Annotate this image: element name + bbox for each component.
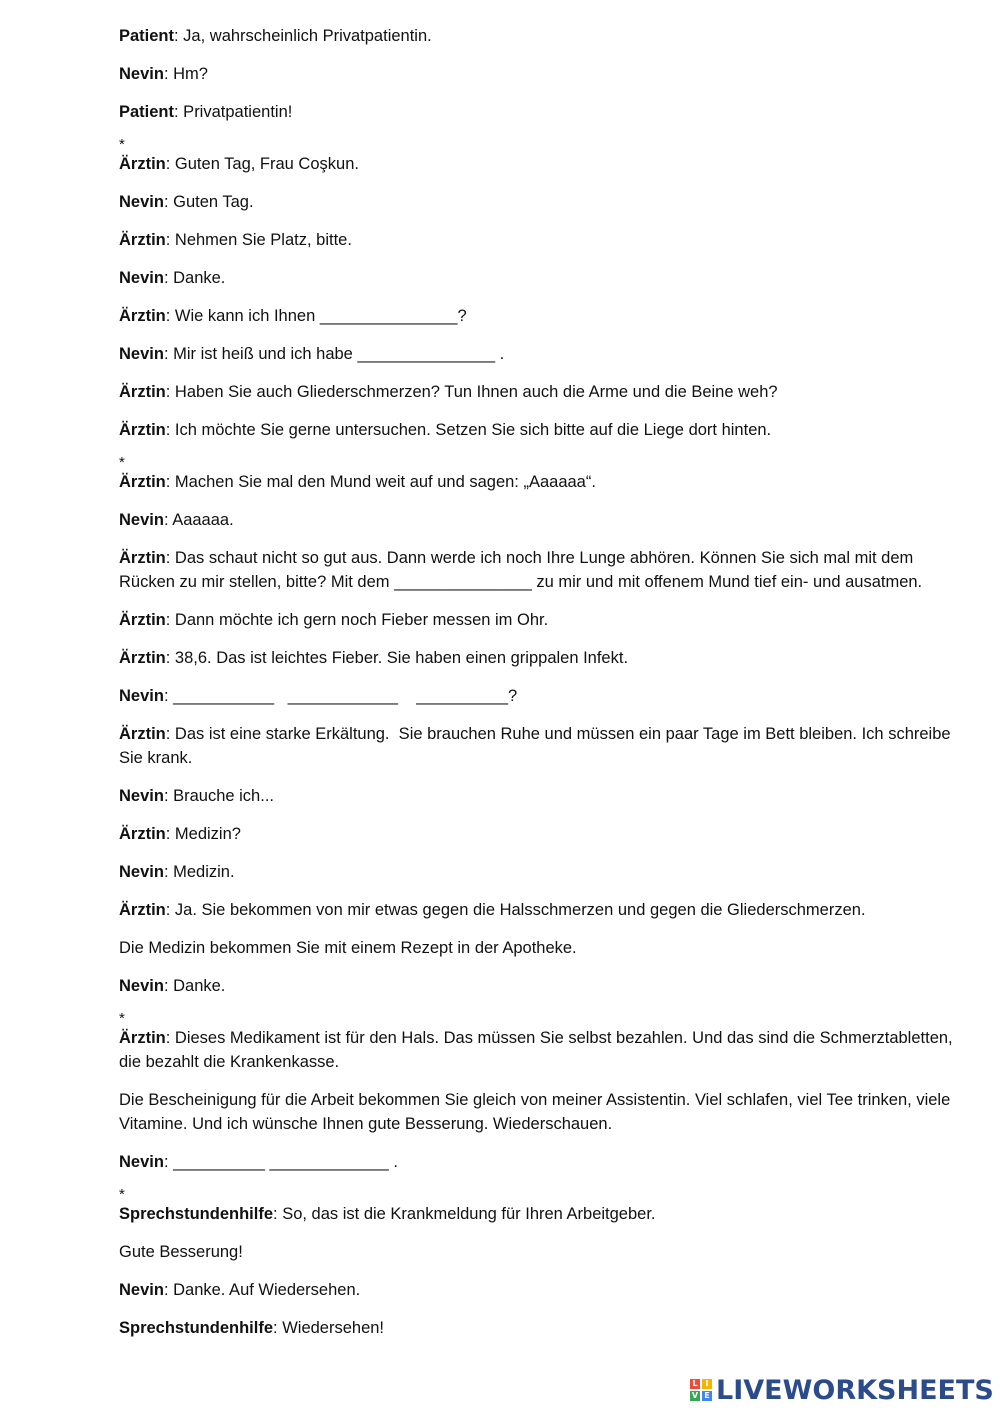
speaker-name: Patient (119, 103, 175, 121)
speaker-name: Nevin (119, 687, 164, 705)
speaker-name: Nevin (119, 345, 164, 363)
speaker-name: Ärztin (119, 473, 166, 491)
speaker-name: Ärztin (119, 611, 166, 629)
speaker-name: Nevin (119, 65, 164, 83)
section-separator: * (119, 1186, 125, 1203)
dialogue-line (119, 418, 964, 442)
dialogue-line (119, 974, 964, 998)
dialogue-text: Gute Besserung! (119, 1243, 243, 1261)
worksheet-dialogue (119, 24, 964, 1354)
dialogue-text: : Guten Tag. (163, 193, 254, 211)
dialogue-text: : Dieses Medikament ist für den Hals. Das müssen Sie selbst bezahlen. Und das sind die Schmerztabletten, die bezahlt die Krankenkasse. (119, 1029, 958, 1071)
speaker-name: Ärztin (119, 825, 166, 843)
dialogue-line (119, 24, 964, 48)
dialogue-line (119, 898, 964, 922)
speaker-name: Ärztin (119, 649, 166, 667)
dialogue-line (119, 1202, 964, 1226)
dialogue-text: : Dann möchte ich gern noch Fieber messen im Ohr. (165, 611, 549, 629)
dialogue-line (119, 1316, 964, 1340)
dialogue-line (119, 508, 964, 532)
dialogue-text: : 38,6. Das ist leichtes Fieber. Sie haben einen grippalen Infekt. (165, 649, 629, 667)
speaker-name: Nevin (119, 269, 164, 287)
dialogue-line (119, 546, 964, 594)
dialogue-line (119, 228, 964, 252)
dialogue-line (119, 722, 964, 770)
dialogue-line (119, 1026, 964, 1074)
dialogue-line (119, 608, 964, 632)
dialogue-text: : Wie kann ich Ihnen _______________? (165, 307, 467, 325)
dialogue-line (119, 1240, 964, 1264)
dialogue-text: : Das schaut nicht so gut aus. Dann werde ich noch Ihre Lunge abhören. Können Sie sich mal mit dem Rücken zu mir stellen, bitte? Mit dem _______________ zu mir und mit offenem Mund tief ein- und ausatmen. (119, 549, 923, 591)
dialogue-text: : Danke. Auf Wiedersehen. (163, 1281, 361, 1299)
speaker-name: Nevin (119, 193, 164, 211)
speaker-name: Ärztin (119, 725, 166, 743)
dialogue-line (119, 784, 964, 808)
section-separator: * (119, 1010, 125, 1027)
dialogue-text: : Wiedersehen! (273, 1319, 385, 1337)
dialogue-line (119, 1088, 964, 1136)
speaker-name: Nevin (119, 787, 164, 805)
speaker-name: Ärztin (119, 421, 166, 439)
dialogue-line (119, 684, 964, 708)
dialogue-line (119, 936, 964, 960)
speaker-name: Patient (119, 27, 175, 45)
dialogue-line (119, 152, 964, 176)
dialogue-line (119, 860, 964, 884)
speaker-name: Ärztin (119, 155, 166, 173)
speaker-name: Ärztin (119, 1029, 166, 1047)
liveworksheets-logo (690, 1372, 994, 1408)
speaker-name: Nevin (119, 1281, 164, 1299)
dialogue-text: : Hm? (163, 65, 208, 83)
dialogue-line (119, 822, 964, 846)
speaker-name: Sprechstundenhilfe (119, 1319, 274, 1337)
dialogue-text: : Das ist eine starke Erkältung. Sie brauchen Ruhe und müssen ein paar Tage im Bett bleiben. Ich schreibe Sie krank. (119, 725, 956, 767)
dialogue-text: : Danke. (163, 977, 226, 995)
dialogue-text: : Ja, wahrscheinlich Privatpatientin. (174, 27, 432, 45)
dialogue-text: : Mir ist heiß und ich habe _______________ . (163, 345, 505, 363)
dialogue-line (119, 380, 964, 404)
speaker-name: Ärztin (119, 549, 166, 567)
dialogue-line (119, 62, 964, 86)
dialogue-text: Die Medizin bekommen Sie mit einem Rezept in der Apotheke. (119, 939, 577, 957)
dialogue-text: Die Bescheinigung für die Arbeit bekommen Sie gleich von meiner Assistentin. Viel schlafen, viel Tee trinken, viele Vitamine. Und ich wünsche Ihnen gute Besserung. Wiederschauen. (119, 1091, 955, 1133)
liveworksheets-logo-icon: L I V E (690, 1379, 712, 1401)
dialogue-line (119, 1278, 964, 1302)
logo-text: LIVEWORKSHEETS (716, 1374, 994, 1406)
speaker-name: Sprechstundenhilfe (119, 1205, 274, 1223)
dialogue-line (119, 342, 964, 366)
dialogue-text: : Guten Tag, Frau Coşkun. (165, 155, 359, 173)
dialogue-text: : So, das ist die Krankmeldung für Ihren Arbeitgeber. (273, 1205, 656, 1223)
speaker-name: Nevin (119, 977, 164, 995)
speaker-name: Nevin (119, 511, 164, 529)
dialogue-text: : Ja. Sie bekommen von mir etwas gegen die Halsschmerzen und gegen die Gliederschmerzen. (165, 901, 866, 919)
section-separator: * (119, 136, 125, 153)
dialogue-line (119, 266, 964, 290)
dialogue-text: : Nehmen Sie Platz, bitte. (165, 231, 352, 249)
dialogue-text: : Medizin. (163, 863, 235, 881)
dialogue-text: : Haben Sie auch Gliederschmerzen? Tun Ihnen auch die Arme und die Beine weh? (165, 383, 778, 401)
dialogue-text: : Ich möchte Sie gerne untersuchen. Setzen Sie sich bitte auf die Liege dort hinten. (165, 421, 772, 439)
speaker-name: Nevin (119, 1153, 164, 1171)
dialogue-text: : Brauche ich... (163, 787, 274, 805)
speaker-name: Nevin (119, 863, 164, 881)
section-separator: * (119, 454, 125, 471)
dialogue-line (119, 190, 964, 214)
dialogue-line (119, 470, 964, 494)
speaker-name: Ärztin (119, 383, 166, 401)
dialogue-text: : Medizin? (165, 825, 241, 843)
dialogue-text: : Danke. (163, 269, 226, 287)
dialogue-text: : Privatpatientin! (174, 103, 293, 121)
speaker-name: Ärztin (119, 231, 166, 249)
dialogue-line (119, 646, 964, 670)
dialogue-line (119, 100, 964, 124)
dialogue-line (119, 1150, 964, 1174)
dialogue-text: : Aaaaaa. (163, 511, 234, 529)
speaker-name: Ärztin (119, 307, 166, 325)
dialogue-text: : ___________ ____________ __________? (163, 687, 518, 705)
dialogue-text: : Machen Sie mal den Mund weit auf und sagen: „Aaaaaa“. (165, 473, 596, 491)
speaker-name: Ärztin (119, 901, 166, 919)
dialogue-text: : __________ _____________ . (163, 1153, 398, 1171)
dialogue-line (119, 304, 964, 328)
